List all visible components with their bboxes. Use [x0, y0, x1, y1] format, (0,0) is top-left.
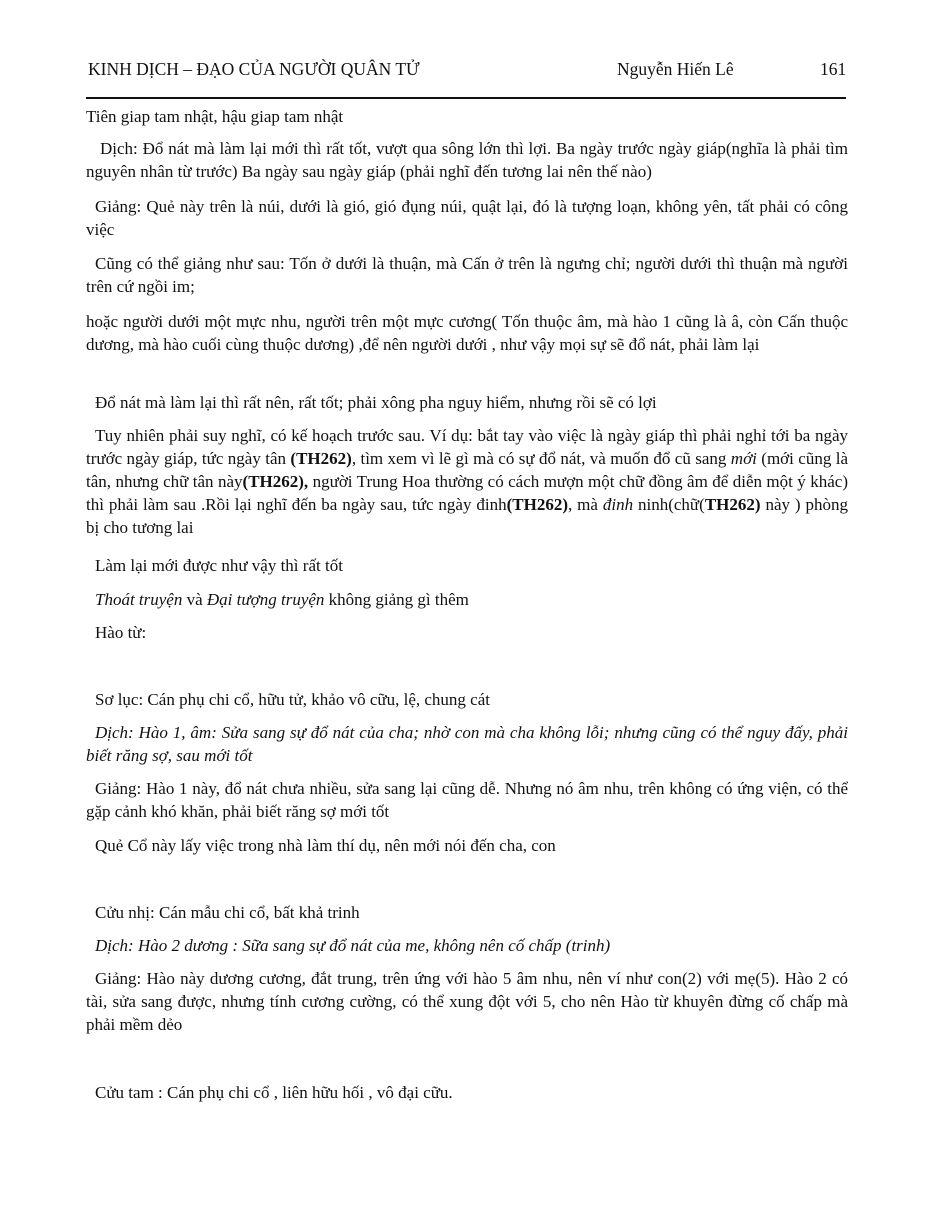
paragraph-dich-hao-1: Dịch: Hào 1, âm: Sửa sang sự đổ nát của cha; nhờ con mà cha không lỗi; nhưng cũng có thể nguy đấy, phải biết răng sợ, sau mới tốt — [86, 723, 848, 765]
paragraph-hao-tu: Hào từ: — [95, 623, 147, 642]
paragraph-thoat-truyen: Thoát truyện và Đại tượng truyện không giảng gì thêm — [95, 590, 469, 609]
paragraph-cuu-tam: Cửu tam : Cán phụ chi cổ , liên hữu hối , vô đại cữu. — [95, 1083, 453, 1102]
page-number: 161 — [820, 59, 847, 79]
paragraph-giang-hao-1: Giảng: Hào 1 này, đổ nát chưa nhiều, sửa sang lại cũng dễ. Nhưng nó âm nhu, trên không có ứng viện, có thể gặp cảnh khó khăn, phải biết răng sợ mới tốt — [86, 779, 848, 821]
paragraph-hoac: hoặc người dưới một mực nhu, người trên một mực cương( Tốn thuộc âm, mà hào 1 cũng là â, còn Cấn thuộc dương, mà hào cuối cùng thuộc dương) ,để nên người dưới , như vậy mọi sự sẽ đổ nát, phải làm lại — [86, 312, 848, 354]
paragraph-so-luc: Sơ lục: Cán phụ chi cổ, hữu tử, khảo vô cữu, lệ, chung cát — [95, 690, 490, 709]
paragraph-giang-main: Giảng: Quẻ này trên là núi, dưới là gió, gió đụng núi, quật lại, đó là tượng loạn, không yên, tất phải có công việc — [86, 197, 848, 239]
paragraph-lam-lai: Làm lại mới được như vậy thì rất tốt — [95, 556, 343, 575]
paragraph-do-nat: Đổ nát mà làm lại thì rất nên, rất tốt; phải xông pha nguy hiểm, nhưng rồi sẽ có lợi — [95, 393, 657, 412]
paragraph-tuy-nhien: Tuy nhiên phải suy nghĩ, có kế hoạch trước sau. Ví dụ: bắt tay vào việc là ngày giáp thì phải nghỉ tới ba ngày trước ngày giáp, tức ngày tân (TH262), tìm xem vì lẽ gì mà có sự đổ nát, và muốn đổ cũ sang mới (mới cũng là tân, nhưng chữ tân này(TH262), người Trung Hoa thường có cách mượn một chữ đồng âm để diễn một ý khác) thì phải làm sau .Rồi lại nghĩ đến ba ngày sau, tức ngày đinh(TH262), mà đinh ninh(chữ(TH262) này ) phòng bị cho tương lai — [86, 426, 848, 537]
paragraph-dich-hao-2: Dịch: Hào 2 dương : Sữa sang sự đổ nát của me, không nên cố chấp (trinh) — [95, 936, 611, 955]
paragraph-cuu-nhi: Cửu nhị: Cán mẫu chi cổ, bất khả trinh — [95, 903, 360, 922]
running-header-author: Nguyễn Hiến Lê — [617, 59, 734, 79]
running-header-title: KINH DỊCH – ĐẠO CỦA NGƯỜI QUÂN TỬ — [88, 59, 420, 79]
paragraph-title-line: Tiên giap tam nhật, hậu giap tam nhật — [86, 107, 344, 126]
paragraph-dich-main: Dịch: Đổ nát mà làm lại mới thì rất tốt, vượt qua sông lớn thì lợi. Ba ngày trước ngày giáp(nghĩa là phải tìm nguyên nhân từ trước) Ba ngày sau ngày giáp (phải nghĩ đến tương lai nên thế nào) — [86, 139, 848, 181]
paragraph-que-co: Quẻ Cổ này lấy việc trong nhà làm thí dụ, nên mới nói đến cha, con — [95, 836, 556, 855]
header-divider — [86, 97, 846, 99]
paragraph-alternate-explanation: Cũng có thể giảng như sau: Tốn ở dưới là thuận, mà Cấn ở trên là ngưng chỉ; người dưới thì thuận mà người trên cứ ngồi im; — [86, 254, 848, 296]
paragraph-giang-hao-2: Giảng: Hào này dương cương, đắt trung, trên ứng với hào 5 âm nhu, nên ví như con(2) với mẹ(5). Hào 2 có tài, sửa sang được, nhưng tính cương cường, có thể xung đột với 5, cho nên Hào từ khuyên đừng cố chấp mà phải mềm dẻo — [86, 969, 848, 1034]
